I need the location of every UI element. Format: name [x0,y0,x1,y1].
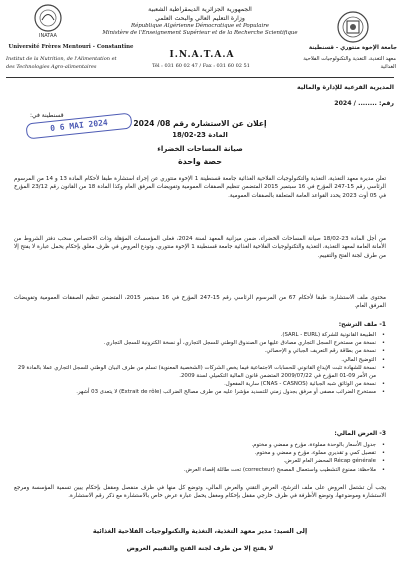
list-item: • تفصيل كمي و تقديري مملوء، مؤرخ و ممضي و مختوم. [14,449,376,457]
list-item: • ملاحظة: ممنوع التشطيب واستعمال المصحح (correcteur) تحت طائلة إقصاء العرض. [14,466,376,474]
header-ar-line-2: وزارة التعليم العالي والبحث العلمي [155,15,245,22]
financial-offer-heading: 3- العرض المالي: [334,430,386,437]
header-fr-line-2: Ministère de l'Enseignement Supérieur et de la Recherche Scientifique [102,30,298,36]
logo-label: INATAA [39,33,57,39]
withdrawal-paragraph: من أجل المادة 23-18/02 صيانة المساحات الخضراء، ضمن ميزانية المعهد لسنة 2024، فعلى المؤسسات المؤهلة وذات الاختصاص سحب دفتر الشروط من الأمانة العامة لمعهد التغذية، التغذية والتكنولوجيات الفلاحية الغذائية جامعة قسنطينة 1 الإخوة منتوري، وتودع العروض في ظرف مغلق بإحكام يحمل عبارة لا يفتح إلا من طرف لجنة الفتح والتقييم. [14,236,386,259]
subject-title: صيانة المساحات الخضراء [157,145,243,153]
sub-directorate: المديرية الفرعية للإدارة والمالية [296,84,394,91]
do-not-open-notice: لا يفتح إلا من طرف لجنة الفتح والتقييم العروض [126,545,274,552]
university-seal-icon [336,10,370,44]
header-arabic [95,5,305,23]
institute-name-ar: معهد التغذية، التغذية والتكنولوجيات الفلاحية الغذائية [303,56,396,70]
list-item: • نسخة للشهادة تثبت الإيداع القانوني للحسابات الاجتماعية فيما يخص الشركات (الشخصية المعنوية) تسلم من طرف البيان الوطني للسجل التجاري عملا بالمادة 29 من الأمر 09-01 المؤرخ في 2009/07/22 المتضمن قانون المالية التكميلي لسنة 2009. [14,364,376,380]
list-item: • نسخة من الوثائق شبه الجبائية (CNAS - CASNOS) سارية المفعول. [14,380,376,388]
candidacy-list [14,331,388,397]
intro-paragraph: تعلن مديرة معهد التغذية، التغذية والتكنولوجيات الفلاحية الغذائية جامعة قسنطينة 1 الإخوة منتوري عن إجراء استشارة طبقا لأحكام المادة 13 و 14 من المرسوم الرئاسي رقم 15-247 المؤرخ في 16 سبتمبر 2015 المتضمن تنظيم الصفقات العمومية وتفويضات المرفق العام وكذا المادة 18 من القانون رقم 23/12 المؤرخ في 05 أوت 2023 يحدد القواعد العامة المتعلقة بالصفقات العمومية. [14,176,387,199]
list-item: • نسخة من بطاقة رقم التعريف الجبائي و الإحصائي. [14,347,376,355]
list-item: • جدول الأسعار بالوحدة مملوءة، مؤرخ و ممضي و مختوم. [14,441,376,449]
reference-number: رقم: ........ / 2024 [334,100,394,107]
university-name-fr: Université Frères Mentouri - Constantine [8,44,134,50]
envelope-paragraph: يجب أن تشتمل العروض على ملف الترشح، العرض التقني والعرض المالي، وتوضع كل منها في ظرف منفصل ومقفل بإحكام يبين تسمية المؤسسة ومرجع الاستشارة وموضوعها، وتوضع الأظرفة في ظرف خارجي مقفل بإحكام ومغفل يحمل عبارة عرض خاص بالاستشارة مع ذكر رقم الاستشارة. [14,485,386,500]
institute-acronym: I.N.A.T.A.A [169,50,235,60]
candidacy-heading: 1- ملف الترشح: [338,321,386,328]
article-number: المادة 23-18/02 [172,131,228,139]
list-item: • الطبيعة القانونية للشركة (SARL - EURL). [14,331,376,339]
list-item: • مستخرج الضرائب مصفى أو مرفق بجدول زمني للتسديد مؤشرا عليه من طرف مصالح الضرائب (Extrait de rôle) لا يتعدى 03 أشهر. [14,388,376,396]
lot-title: حصة واحدة [177,157,223,166]
list-item: • نسخة من مستخرج السجل التجاري مصادق عليها من الصندوق الوطني للسجل التجاري، أو نسخة الكترونية للسجل التجاري. [14,339,376,347]
date-stamp: 0 6 MAI 2024 [25,113,132,140]
header-fr-line-1: République Algérienne Démocratique et Populaire [131,23,269,29]
header-ar-line-1: الجمهورية الجزائرية الديمقراطية الشعبية [148,6,252,13]
header-french [95,23,305,37]
university-name-ar: جامعة الإخوة منتوري - قسنطينة [308,45,397,51]
financial-offer-list [14,441,388,474]
place-date: قسنطينة في: [30,112,64,119]
inataa-logo [28,3,68,39]
tel-fax: Tél : 031 60 02 47 / Fax : 031 60 02 51 [152,63,250,69]
institute-name-fr: Institut de la Nutrition, de l'Alimentation et des Technologies Agro-alimentaires [6,56,117,70]
announcement-title: إعلان عن الاستشارة رقم 08/ 2024 [133,119,267,128]
file-content-paragraph: محتوى ملف الاستشارة: طبقا لأحكام 67 من المرسوم الرئاسي رقم 15-247 المؤرخ في 16 سبتمبر 2015، المتضمن تنظيم الصفقات العمومية وتفويضات المرفق العام. [14,295,386,310]
list-item: • التوضيح المالي. [14,356,376,364]
list-item: • Récap générale المحضر العام للعرض. [14,457,376,465]
addressee-line: إلى السيد: مدير معهد التغذية، التغذية والتكنولوجيات الفلاحية الغذائية [92,527,308,535]
header-divider [6,77,394,78]
